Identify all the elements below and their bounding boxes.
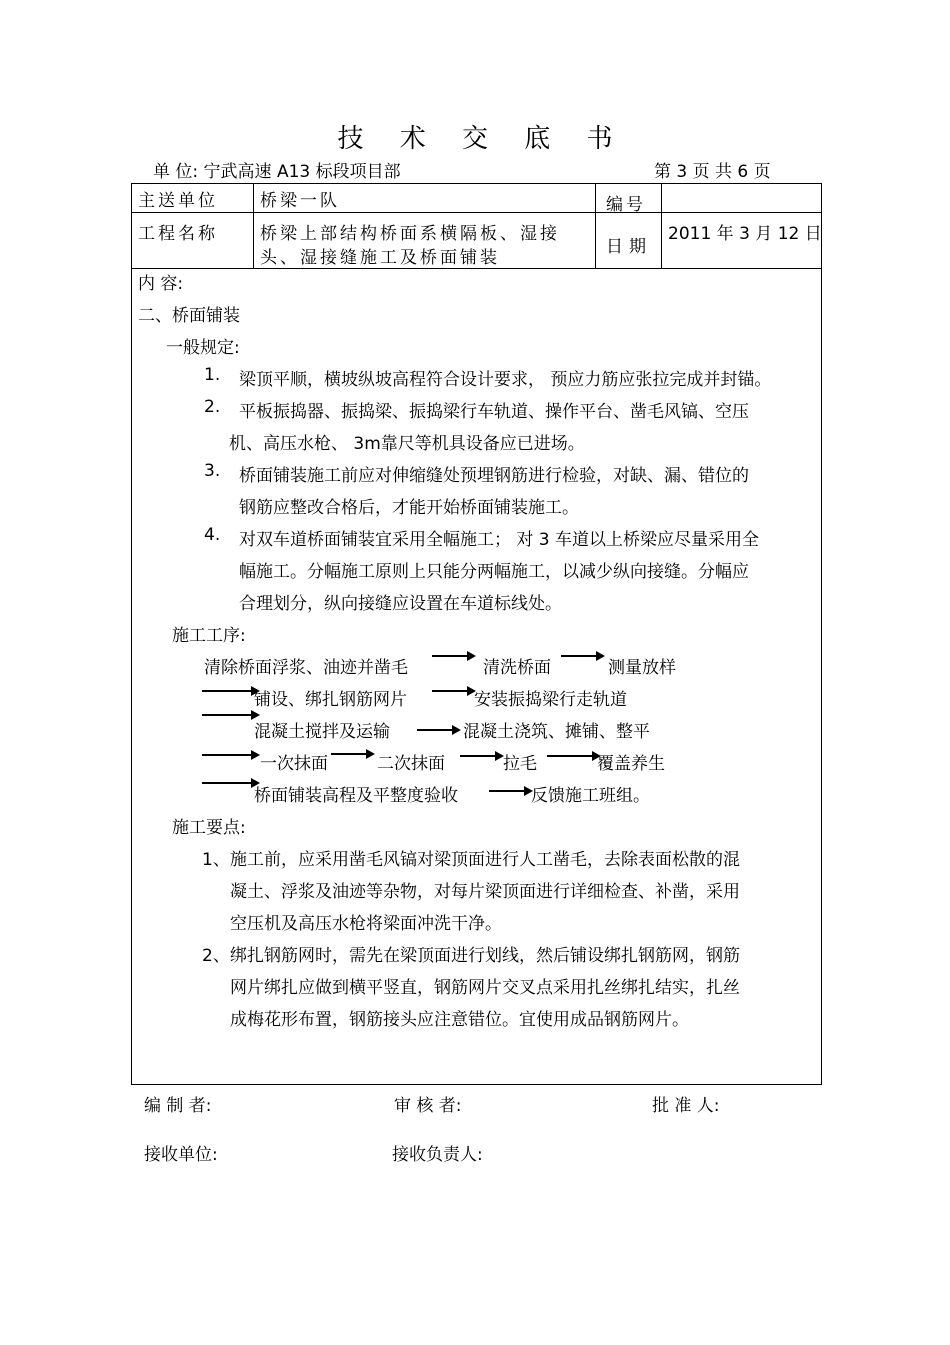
process-step: 一次抹面 bbox=[260, 754, 328, 774]
process-step: 覆盖养生 bbox=[597, 754, 665, 774]
rule-text: 桥面铺装施工前应对伸缩缝处预埋钢筋进行检验，对缺、漏、错位的 bbox=[239, 466, 749, 486]
arrow-icon bbox=[561, 655, 603, 657]
arrow-icon bbox=[417, 729, 459, 731]
point-text: 成梅花形布置，钢筋接头应注意错位。宜使用成品钢筋网片。 bbox=[230, 1010, 689, 1030]
rule-text: 对双车道桥面铺装宜采用全幅施工； 对 3 车道以上桥梁应尽量采用全 bbox=[239, 530, 760, 550]
date-label: 日期 bbox=[606, 237, 652, 257]
process-step: 拉毛 bbox=[503, 754, 537, 774]
process-title: 施工工序: bbox=[172, 626, 246, 646]
receiver-person-label: 接收负责人: bbox=[392, 1145, 483, 1165]
rule-text: 钢筋应整改合格后，才能开始桥面铺装施工。 bbox=[239, 498, 579, 518]
document-title: 技 术 交 底 书 bbox=[337, 124, 627, 154]
date-value: 2011 年 3 月 12 日 bbox=[668, 224, 822, 244]
process-step: 反馈施工班组。 bbox=[531, 786, 650, 806]
compiler-label: 编 制 者: bbox=[144, 1096, 212, 1116]
process-step: 铺设、绑扎钢筋网片 bbox=[254, 690, 407, 710]
process-step: 清洗桥面 bbox=[483, 658, 551, 678]
table-divider bbox=[595, 183, 596, 268]
arrow-icon bbox=[432, 690, 474, 692]
points-title: 施工要点: bbox=[172, 818, 246, 838]
table-divider bbox=[131, 212, 822, 213]
rule-number: 1. bbox=[204, 365, 221, 385]
rule-text: 机、高压水枪、 3m靠尺等机具设备应已进场。 bbox=[229, 434, 585, 454]
process-step: 二次抹面 bbox=[377, 754, 445, 774]
process-step: 混凝土浇筑、摊铺、整平 bbox=[463, 722, 650, 742]
sender-label: 主送单位 bbox=[138, 191, 218, 211]
point-number: 1、 bbox=[202, 850, 230, 870]
project-value-line1: 桥梁上部结构桥面系横隔板、湿接 bbox=[260, 224, 560, 244]
content-label: 内 容: bbox=[138, 274, 184, 294]
point-text: 施工前，应采用凿毛风镐对梁顶面进行人工凿毛，去除表面松散的混 bbox=[230, 850, 740, 870]
point-text: 凝土、浮浆及油迹等杂物，对每片梁顶面进行详细检查、补凿，采用 bbox=[230, 882, 740, 902]
sender-value: 桥梁一队 bbox=[260, 191, 340, 211]
number-label: 编号 bbox=[606, 195, 646, 215]
arrow-icon bbox=[202, 690, 258, 692]
general-title: 一般规定: bbox=[166, 338, 240, 358]
arrow-icon bbox=[489, 790, 531, 792]
point-text: 网片绑扎应做到横平竖直，钢筋网片交叉点采用扎丝绑扎结实，扎丝 bbox=[230, 978, 740, 998]
page-info: 第 3 页 共 6 页 bbox=[654, 162, 771, 182]
arrow-icon bbox=[202, 754, 258, 756]
process-step: 测量放样 bbox=[608, 658, 676, 678]
rule-text: 幅施工。分幅施工原则上只能分两幅施工，以减少纵向接缝。分幅应 bbox=[239, 562, 749, 582]
approver-label: 批 准 人: bbox=[652, 1096, 720, 1116]
process-step: 混凝土搅拌及运输 bbox=[254, 722, 390, 742]
rule-number: 3. bbox=[204, 461, 221, 481]
rule-text: 合理划分，纵向接缝应设置在车道标线处。 bbox=[239, 594, 562, 614]
arrow-icon bbox=[547, 755, 599, 757]
rule-text: 梁顶平顺，横坡纵坡高程符合设计要求， 预应力筋应张拉完成并封锚。 bbox=[239, 370, 772, 390]
arrow-icon bbox=[202, 714, 258, 716]
section-title: 二、桥面铺装 bbox=[138, 306, 240, 326]
arrow-icon bbox=[331, 753, 373, 755]
rule-number: 4. bbox=[204, 525, 221, 545]
arrow-icon bbox=[432, 655, 474, 657]
process-step: 桥面铺装高程及平整度验收 bbox=[254, 786, 458, 806]
project-value-line2: 头、湿接缝施工及桥面铺装 bbox=[260, 248, 500, 268]
rule-text: 平板振捣器、振捣梁、振捣梁行车轨道、操作平台、凿毛风镐、空压 bbox=[239, 402, 749, 422]
arrow-icon bbox=[460, 755, 502, 757]
point-number: 2、 bbox=[202, 946, 230, 966]
project-label: 工程名称 bbox=[138, 224, 218, 244]
point-text: 空压机及高压水枪将梁面冲洗干净。 bbox=[230, 914, 502, 934]
process-step: 清除桥面浮浆、油迹并凿毛 bbox=[204, 658, 408, 678]
point-text: 绑扎钢筋网时，需先在梁顶面进行划线，然后铺设绑扎钢筋网，钢筋 bbox=[230, 946, 740, 966]
arrow-icon bbox=[202, 782, 258, 784]
table-divider bbox=[661, 183, 662, 268]
table-divider bbox=[131, 268, 822, 269]
rule-number: 2. bbox=[204, 397, 221, 417]
receiver-unit-label: 接收单位: bbox=[144, 1145, 218, 1165]
reviewer-label: 审 核 者: bbox=[394, 1096, 462, 1116]
process-step: 安装振捣梁行走轨道 bbox=[474, 690, 627, 710]
table-divider bbox=[253, 183, 254, 268]
unit-header: 单 位: 宁武高速 A13 标段项目部 bbox=[153, 162, 401, 182]
